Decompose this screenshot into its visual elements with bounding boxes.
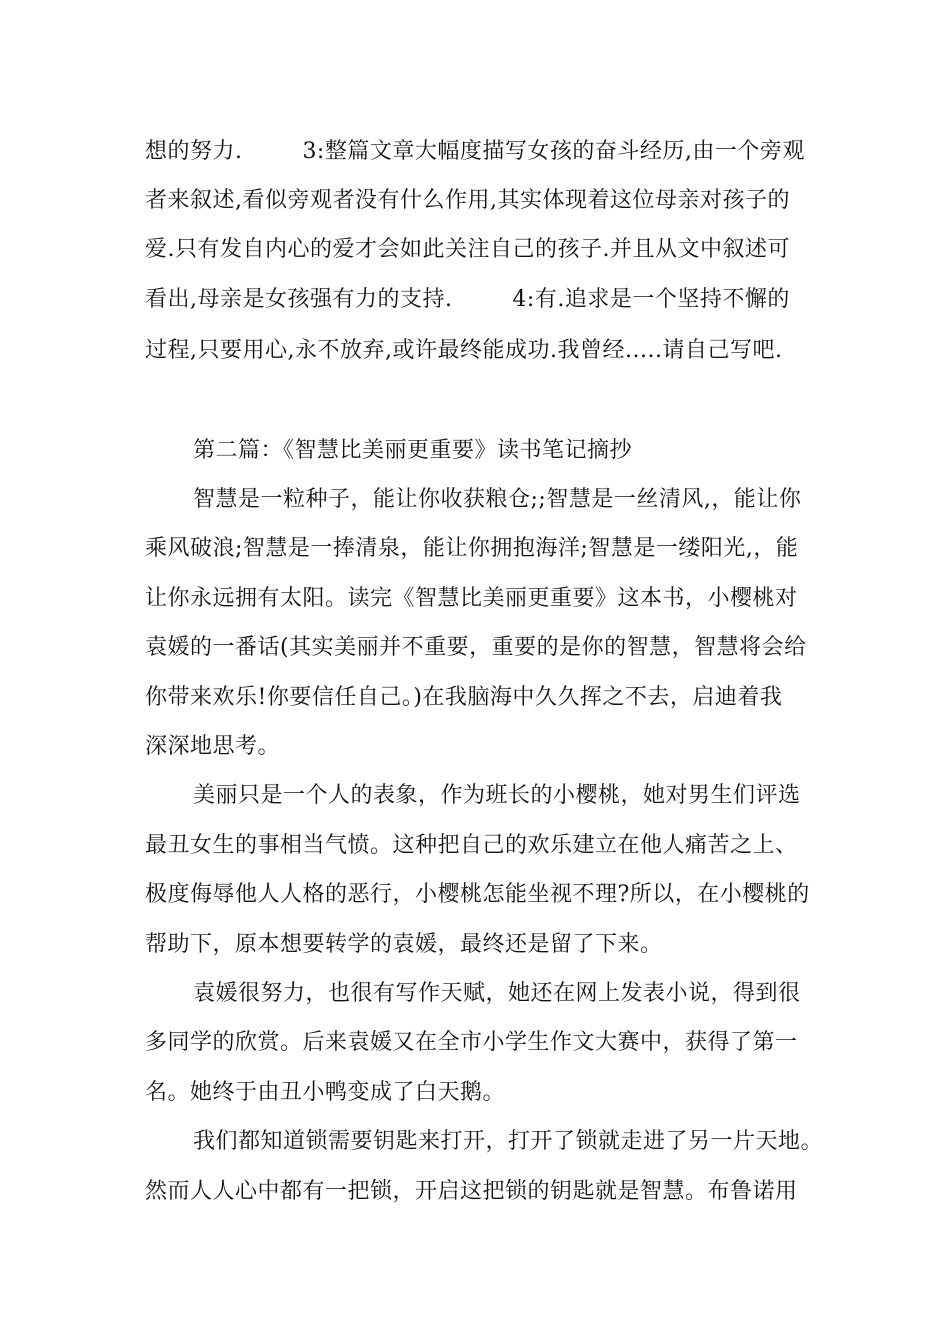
- text-line: 极度侮辱他人人格的恶行，小樱桃怎能坐视不理?所以，在小樱桃的: [145, 882, 810, 907]
- text-line: 我们都知道锁需要钥匙来打开，打开了锁就走进了另一片天地。: [193, 1129, 824, 1154]
- section-heading: 第二篇：《智慧比美丽更重要》读书笔记摘抄: [193, 438, 633, 463]
- text-line: 袁媛的一番话(其实美丽并不重要，重要的是你的智慧，智慧将会给: [145, 635, 807, 660]
- text-line: 帮助下，原本想要转学的袁媛，最终还是留了下来。: [145, 932, 663, 957]
- text-line: 智慧是一粒种子，能让你收获粮仓;;智慧是一丝清风,，能让你: [193, 487, 802, 512]
- text-line: 想的努力. 3:整篇文章大幅度描写女孩的奋斗经历,由一个旁观: [145, 139, 805, 164]
- text-line: 乘风破浪;智慧是一捧清泉，能让你拥抱海洋;智慧是一缕阳光,，能: [145, 536, 799, 561]
- text-line: 过程,只要用心,永不放弃,或许最终能成功.我曾经.....请自己写吧.: [145, 338, 783, 363]
- text-line: 美丽只是一个人的表象，作为班长的小樱桃，她对男生们评选: [193, 783, 801, 808]
- text-line: 爱.只有发自内心的爱才会如此关注自己的孩子.并且从文中叙述可: [145, 237, 790, 262]
- text-line: 名。她终于由丑小鸭变成了白天鹅。: [145, 1080, 506, 1105]
- text-line: 袁媛很努力，也很有写作天赋，她还在网上发表小说，得到很: [193, 981, 801, 1006]
- text-line: 然而人人心中都有一把锁，开启这把锁的钥匙就是智慧。布鲁诺用: [145, 1179, 798, 1204]
- text-line: 多同学的欣赏。后来袁媛又在全市小学生作文大赛中，获得了第一: [145, 1030, 798, 1055]
- text-line: 者来叙述,看似旁观者没有什么作用,其实体现着这位母亲对孩子的: [145, 188, 790, 213]
- text-line: 最丑女生的事相当气愤。这种把自己的欢乐建立在他人痛苦之上、: [145, 833, 798, 858]
- text-line: 你带来欢乐!你要信任自己。)在我脑海中久久挥之不去，启迪着我: [145, 685, 783, 710]
- text-line: 深深地思考。: [145, 734, 281, 759]
- text-line: 让你永远拥有太阳。读完《智慧比美丽更重要》这本书，小樱桃对: [145, 586, 798, 611]
- text-line: 看出,母亲是女孩强有力的支持. 4:有.追求是一个坚持不懈的: [145, 287, 790, 312]
